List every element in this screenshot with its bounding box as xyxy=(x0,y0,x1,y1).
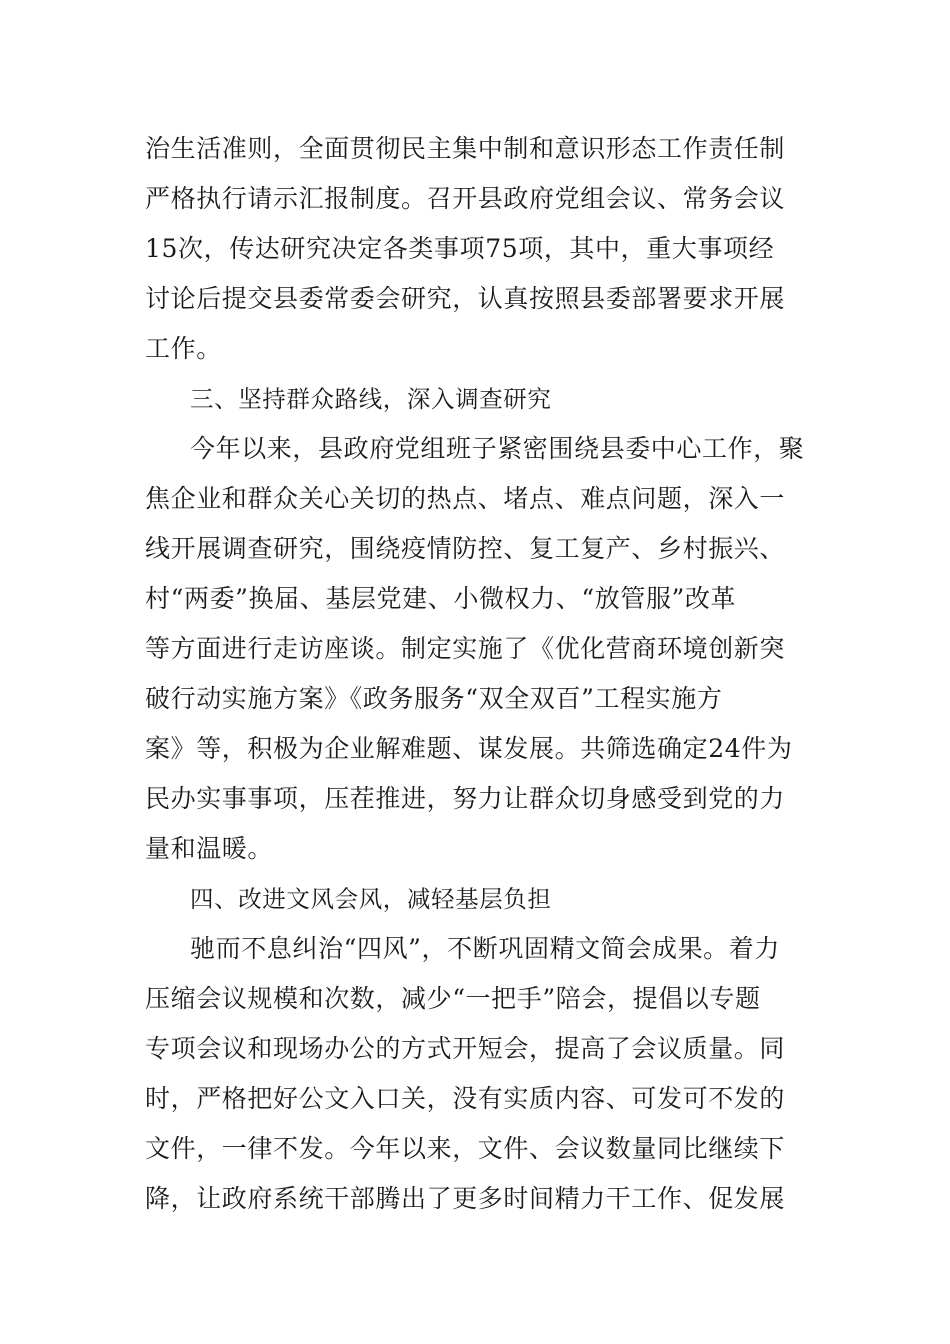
body-line-2: 严格执行请示汇报制度。召开县政府党组会议、常务会议 xyxy=(145,184,786,213)
section3-line-2: 焦企业和群众关心关切的热点、堵点、难点问题，深入一 xyxy=(145,484,786,513)
section4-line-1: 驰而不息纠治“四风”，不断巩固精文简会成果。着力 xyxy=(190,934,780,963)
section4-line-5: 文件，一律不发。今年以来，文件、会议数量同比继续下 xyxy=(145,1134,786,1163)
body-line-5: 工作。 xyxy=(145,334,222,363)
section4-line-6: 降，让政府系统干部腾出了更多时间精力干工作、促发展 xyxy=(145,1184,786,1213)
body-line-3: 15次，传达研究决定各类事项75项，其中，重大事项经 xyxy=(145,234,775,263)
section3-line-5: 等方面进行走访座谈。制定实施了《优化营商环境创新突 xyxy=(145,634,786,663)
section4-line-4: 时，严格把好公文入口关，没有实质内容、可发可不发的 xyxy=(145,1084,786,1113)
section3-line-8: 民办实事事项，压茬推进，努力让群众切身感受到党的力 xyxy=(145,784,786,813)
body-line-1: 治生活准则，全面贯彻民主集中制和意识形态工作责任制 xyxy=(145,134,786,163)
section3-line-4: 村“两委”换届、基层党建、小微权力、“放管服”改革 xyxy=(145,584,737,613)
section-heading-4: 四、改进文风会风，减轻基层负担 xyxy=(190,885,552,913)
section3-line-1: 今年以来，县政府党组班子紧密围绕县委中心工作，聚 xyxy=(190,434,805,463)
body-line-4: 讨论后提交县委常委会研究，认真按照县委部署要求开展 xyxy=(145,284,786,313)
section4-line-2: 压缩会议规模和次数，减少“一把手”陪会，提倡以专题 xyxy=(145,984,761,1013)
section3-line-3: 线开展调查研究，围绕疫情防控、复工复产、乡村振兴、 xyxy=(145,534,786,563)
section3-line-6: 破行动实施方案》《政务服务“双全双百”工程实施方 xyxy=(145,684,723,713)
section3-line-9: 量和温暖。 xyxy=(145,834,274,863)
document-body xyxy=(145,124,810,1224)
section4-line-3: 专项会议和现场办公的方式开短会，提高了会议质量。同 xyxy=(145,1034,786,1063)
section3-line-7: 案》等，积极为企业解难题、谋发展。共筛选确定24件为 xyxy=(145,734,793,763)
section-heading-3: 三、坚持群众路线，深入调查研究 xyxy=(190,385,552,413)
